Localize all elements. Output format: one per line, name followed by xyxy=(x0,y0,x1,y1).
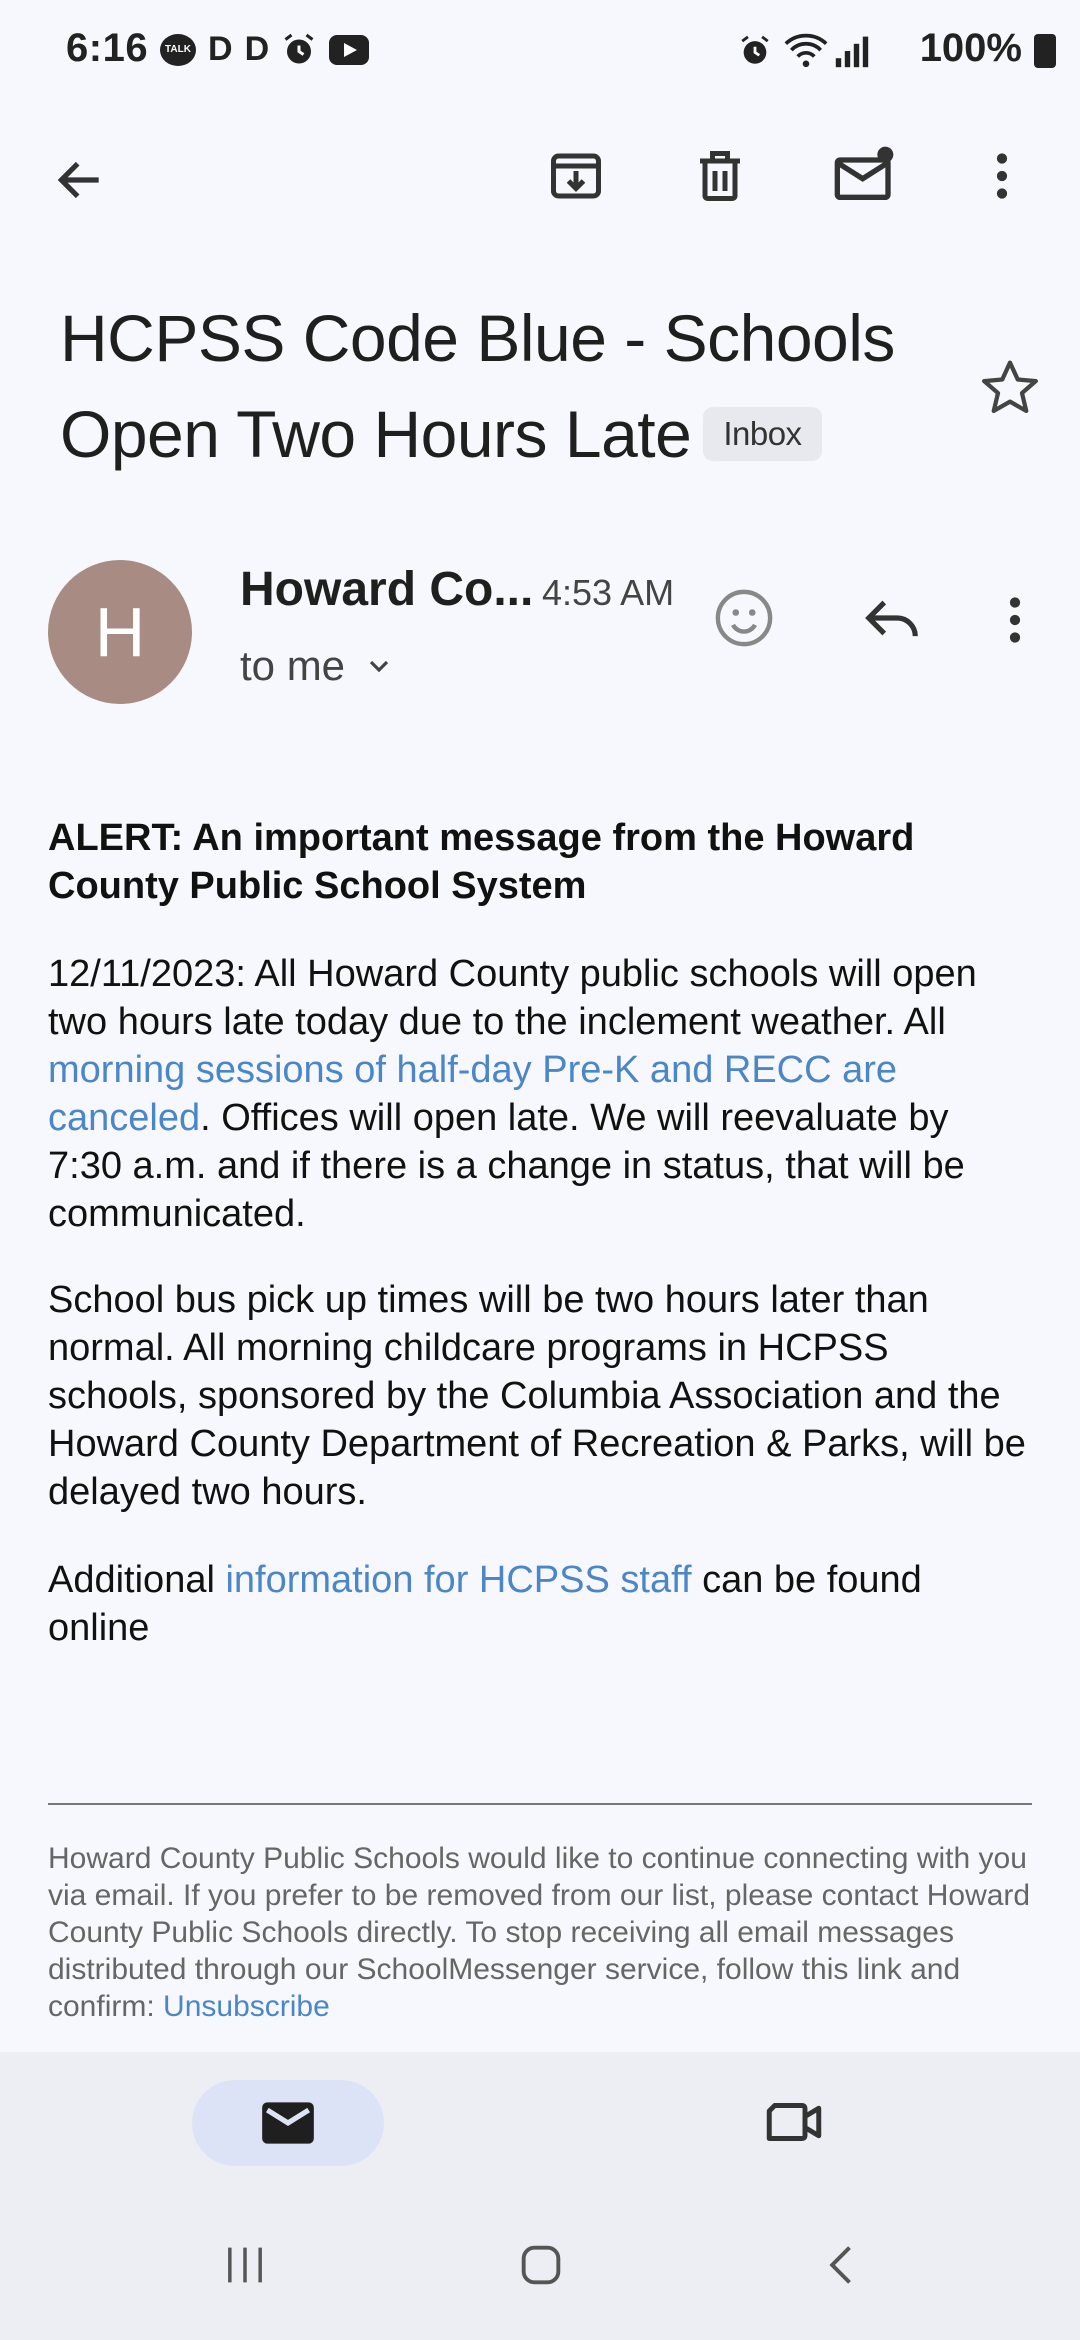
p1-text-b: . Offices will open late. We will reevaluate by 7:30 a.m. and if there is a change in status, that will be communicated. xyxy=(48,1097,965,1235)
home-button[interactable] xyxy=(506,2230,576,2300)
chevron-left-icon xyxy=(817,2239,869,2291)
d-icon: D xyxy=(208,30,233,68)
inbox-label[interactable]: Inbox xyxy=(703,407,821,461)
reply-icon xyxy=(861,587,923,649)
alert-heading: ALERT: An important message from the Howard County Public School System xyxy=(48,817,915,907)
reply-button[interactable] xyxy=(852,578,932,658)
p3-text-a: Additional xyxy=(48,1559,226,1601)
email-footer xyxy=(48,1840,1038,2025)
recipient-details-toggle[interactable] xyxy=(240,642,395,690)
system-back-button[interactable] xyxy=(808,2230,878,2300)
avatar[interactable]: H xyxy=(48,560,192,704)
meet-tab[interactable] xyxy=(754,2082,834,2162)
unsubscribe-link[interactable]: Unsubscribe xyxy=(163,1990,330,2023)
delete-button[interactable] xyxy=(680,136,760,216)
recipient-text: to me xyxy=(240,642,346,689)
more-options-button[interactable] xyxy=(962,136,1042,216)
alarm-icon xyxy=(738,34,772,68)
youtube-icon xyxy=(329,35,369,65)
star-button[interactable] xyxy=(970,348,1050,428)
archive-icon xyxy=(546,146,606,206)
message-more-button[interactable] xyxy=(975,580,1055,660)
more-vert-icon xyxy=(974,148,1030,204)
recents-icon xyxy=(219,2239,271,2291)
d-icon: D xyxy=(244,30,270,68)
body-paragraph-2: School bus pick up times will be two hours later than normal. All morning childcare programs in HCPSS schools, sponsored by the Columbia Association and the Howard County Department of Recreation & Parks, will be delayed two hours. xyxy=(48,1279,1026,1513)
battery-percent: 100% xyxy=(919,26,1022,70)
more-vert-icon xyxy=(987,592,1043,648)
mark-unread-icon xyxy=(832,144,896,208)
alarm-icon xyxy=(281,32,317,68)
recent-apps-button[interactable] xyxy=(210,2230,280,2300)
archive-button[interactable] xyxy=(536,136,616,216)
battery-icon xyxy=(1034,34,1056,68)
subject-text: HCPSS Code Blue - Schools Open Two Hours Late xyxy=(60,301,895,471)
body-paragraph-3 xyxy=(48,1556,1028,1652)
body-paragraph-1 xyxy=(48,950,1028,1238)
status-bar xyxy=(0,0,1080,110)
prek-canceled-link[interactable]: morning sessions of half-day Pre-K and RECC are canceled xyxy=(48,1049,898,1139)
footer-text: Howard County Public Schools would like to continue connecting with you via email. If you prefer to be removed from our list, please contact Howard County Public Schools directly. To stop receiving all email messages distributed through our SchoolMessenger service, follow this link and confirm: xyxy=(48,1842,1031,2023)
add-reaction-button[interactable] xyxy=(706,580,782,656)
emoji-icon xyxy=(711,585,777,651)
divider xyxy=(48,1803,1032,1805)
p3-text-b: can be found online xyxy=(48,1559,922,1649)
email-subject xyxy=(60,290,940,482)
chevron-down-icon xyxy=(363,650,395,682)
video-camera-icon xyxy=(761,2089,827,2155)
wifi-icon xyxy=(784,32,828,70)
delete-icon xyxy=(690,146,750,206)
staff-info-link[interactable]: information for HCPSS staff xyxy=(225,1559,692,1601)
home-icon xyxy=(515,2239,567,2291)
mark-unread-button[interactable] xyxy=(824,136,904,216)
status-time: 6:16 xyxy=(66,26,149,70)
email-time: 4:53 AM xyxy=(542,572,675,613)
talk-icon: TALK xyxy=(160,34,196,66)
notification-icons xyxy=(160,30,369,69)
signal-icon xyxy=(834,34,870,68)
back-button[interactable] xyxy=(40,140,120,220)
mail-tab[interactable] xyxy=(192,2080,384,2166)
mail-icon xyxy=(257,2092,319,2154)
p1-text-a: 12/11/2023: All Howard County public schools will open two hours late today due to the inclement weather. All xyxy=(48,953,977,1043)
star-icon xyxy=(978,356,1042,420)
sender-name[interactable]: Howard Co... xyxy=(240,563,534,616)
back-arrow-icon xyxy=(52,152,108,208)
